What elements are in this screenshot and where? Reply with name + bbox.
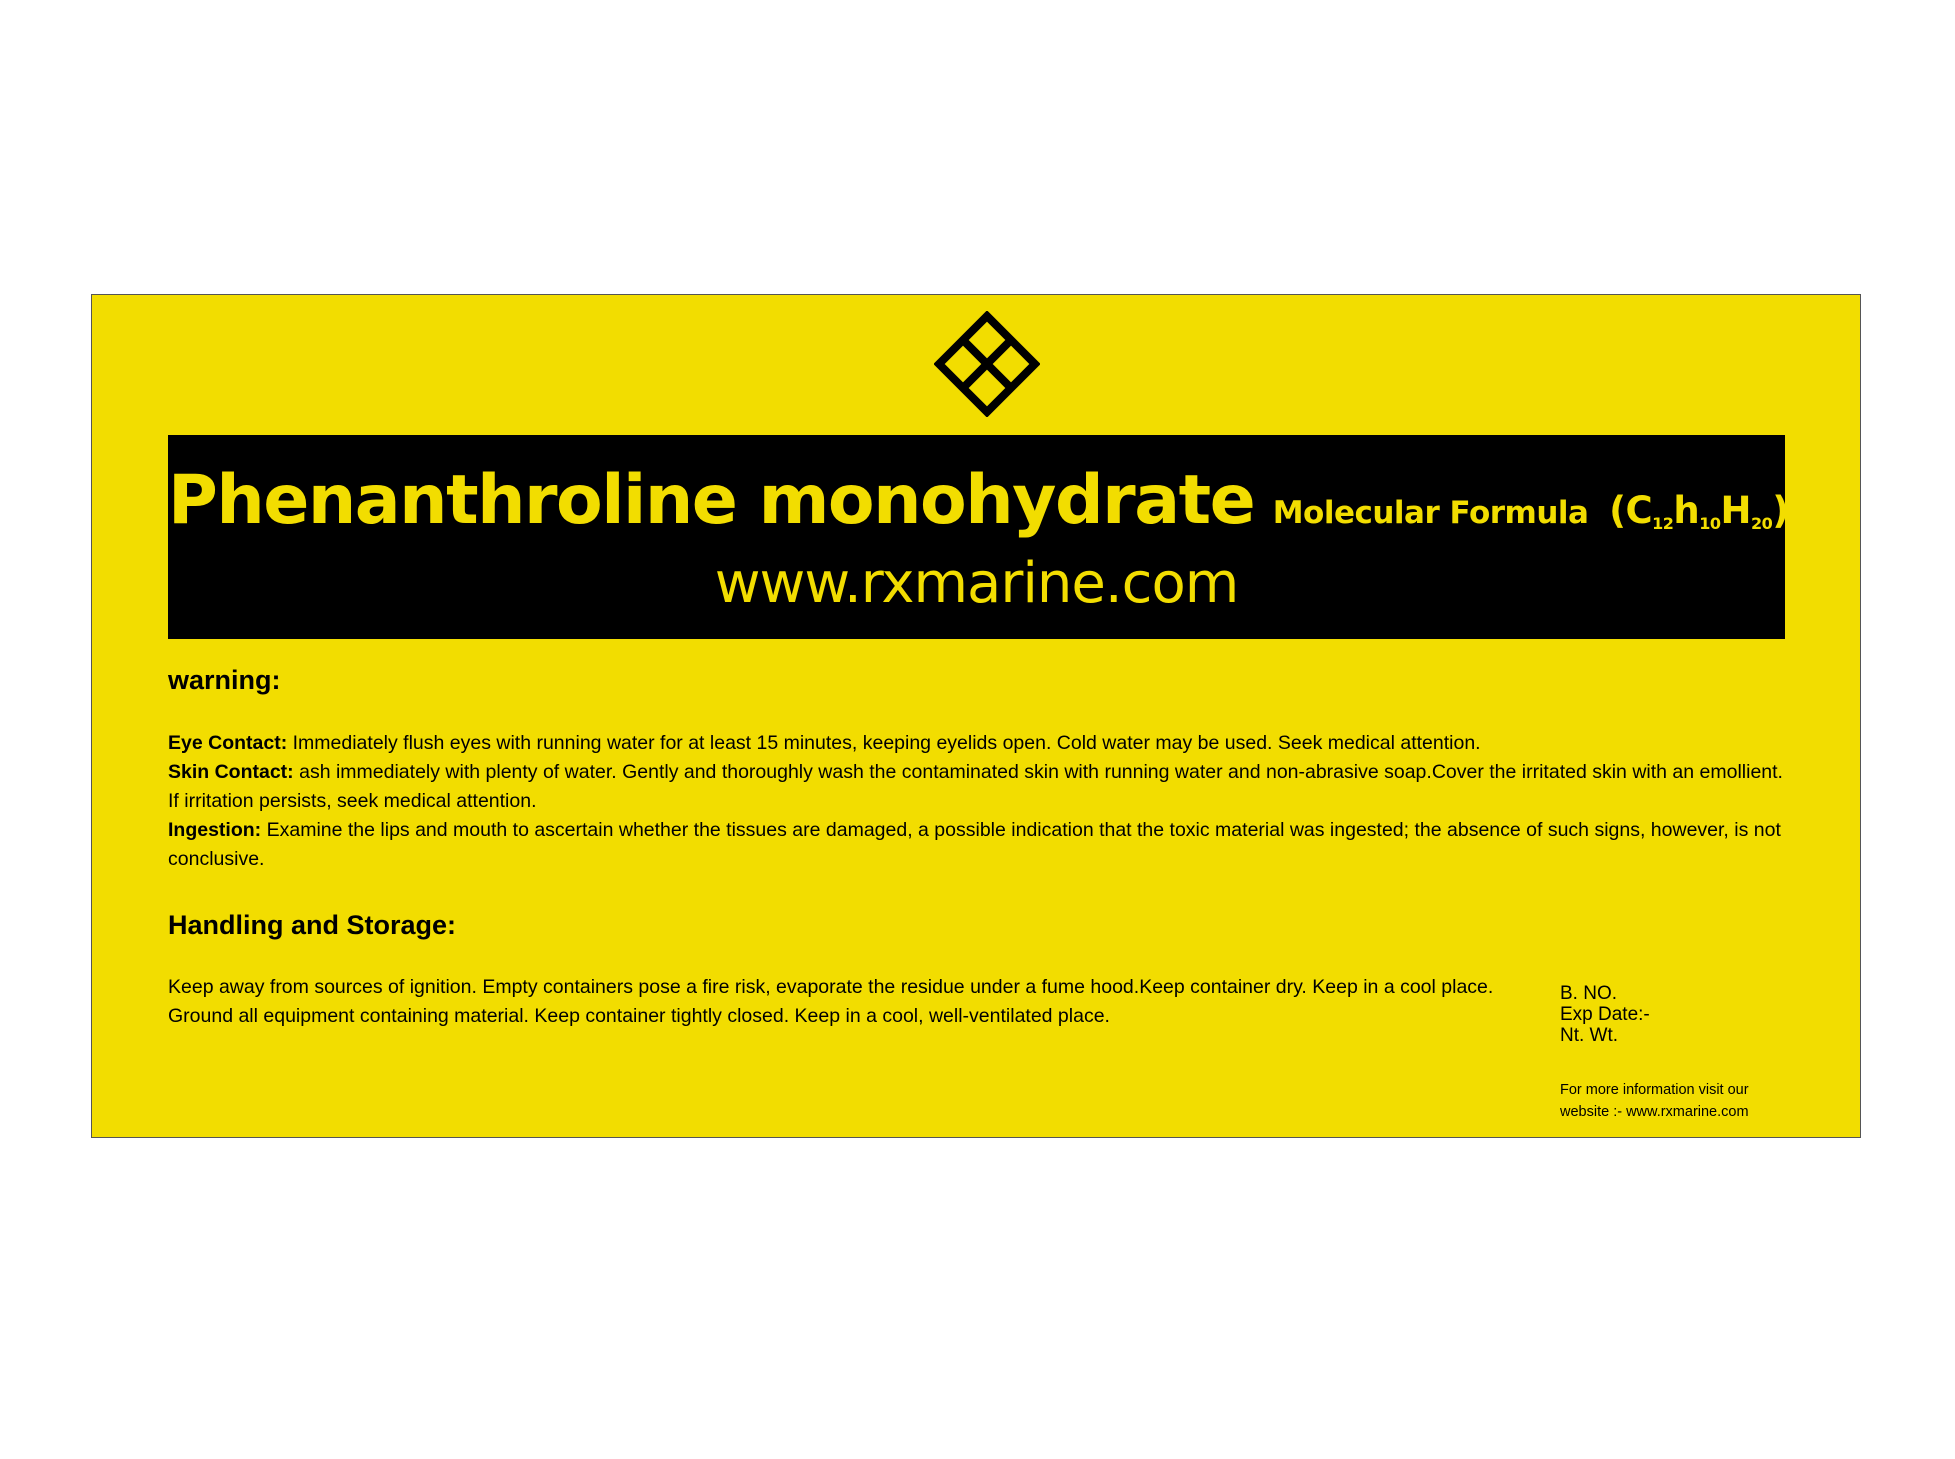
warning-text [168,729,1788,874]
handling-heading: Handling and Storage: [168,910,457,940]
skin-contact-label: Skin Contact: [168,761,294,783]
formula-open-paren: ( [1609,489,1626,532]
batch-number: B. NO. [1560,983,1618,1004]
product-label [91,294,1861,1138]
website-url[interactable]: www.rxmarine.com [714,551,1239,616]
ingestion-text: Examine the lips and mouth to ascertain whether the tissues are damaged, a possible indication that the toxic material was ingested; the absence of such signs, however, is not conclusive. [168,819,1781,870]
title-band [168,435,1789,639]
molecular-formula [1272,489,1789,533]
more-info-line1: For more information visit our [1560,1082,1749,1098]
warning-heading: warning: [168,665,281,695]
handling-text: Keep away from sources of ignition. Empty containers pose a fire risk, evaporate the residue under a fume hood.Keep container dry. Keep in a cool place. Ground all equipment containing material. Keep container tightly closed. Keep in a cool, well-ventilated place. [168,976,1494,1027]
more-info [1560,1079,1749,1123]
eye-contact-label: Eye Contact: [168,732,288,754]
skin-contact-line [168,758,1788,816]
formula-close-paren: ) [1772,489,1789,532]
formula-h-sub: 10 [1699,514,1721,533]
ingestion-line [168,816,1788,874]
formula-label: Molecular Formula [1272,495,1589,531]
product-name: Phenanthroline monohydrate [168,461,1255,540]
ingestion-label: Ingestion: [168,819,262,841]
eye-contact-line [168,729,1788,758]
net-weight: Nt. Wt. [1560,1025,1619,1046]
diamond-grid-icon [934,311,1040,417]
skin-contact-text: ash immediately with plenty of water. Gently and thoroughly wash the contaminated skin with running water and non-abrasive soap.Cover the irritated skin with an emollient. If irritation persists, seek medical attention. [168,761,1783,812]
more-info-line2: website :- www.rxmarine.com [1560,1104,1749,1120]
formula-H-sub: 20 [1751,514,1773,533]
title-line [168,461,1789,540]
formula-c-sub: 12 [1652,514,1674,533]
formula-c: C [1625,489,1653,532]
formula-h: h [1673,489,1700,532]
formula-H: H [1720,489,1751,532]
eye-contact-text: Immediately flush eyes with running water for at least 15 minutes, keeping eyelids open. Cold water may be used. Seek medical attention. [292,732,1481,754]
exp-date: Exp Date:- [1560,1004,1650,1025]
batch-info [1560,983,1650,1046]
